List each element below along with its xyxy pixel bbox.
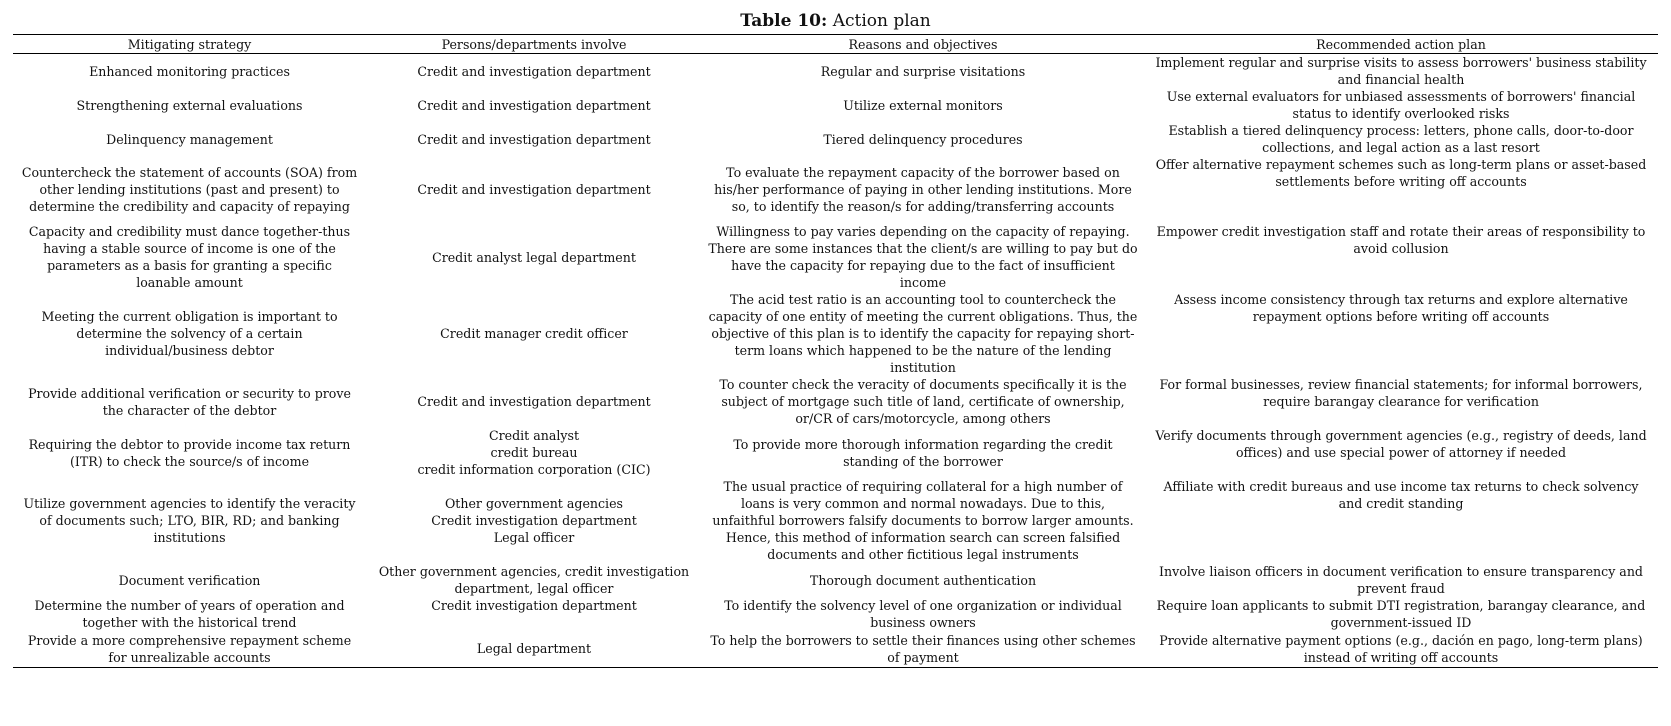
cell-strategy: Provide additional verification or security to prove the character of the debtor [28,385,351,418]
cell-reasons: To identify the solvency level of one organization or individual business owners [724,598,1122,630]
table-row [13,427,1658,478]
cell-action: Establish a tiered delinquency process: letters, phone calls, door-to-door collections, and legal action as a last resort [1168,123,1634,155]
cell-persons: Credit analyst legal department [432,249,636,265]
cell-persons: Legal department [366,631,702,667]
cell-strategy: Provide a more comprehensive repayment scheme for unrealizable accounts [13,631,366,667]
cell-strategy: Enhanced monitoring practices [89,63,290,79]
cell-strategy: Capacity and credibility must dance together-thus having a stable source of income is one of the parameters as a basis for granting a specific loanable amount [28,224,351,290]
cell-action: Use external evaluators for unbiased assessments of borrowers' financial status to identify overlooked risks [1166,89,1636,121]
cell-action: Offer alternative repayment schemes such as long-term plans or asset-based settlements before writing off accounts [1155,157,1647,189]
cell-persons: Credit and investigation department [417,394,651,409]
table-caption-label: Table 10: [740,11,828,31]
cell-persons: Credit and investigation department [417,63,651,79]
cell-action: Provide alternative payment options (e.g., dación en pago, long-term plans) instead of writing off accounts [1144,631,1658,667]
header-recommended-action: Recommended action plan [1144,35,1658,54]
cell-reasons: Willingness to pay varies depending on the capacity of repaying. There are some instances that the client/s are willing to pay but do have the capacity for repaying due to the fact of insufficient income [708,224,1138,290]
table-header [13,35,1658,54]
cell-persons: Credit and investigation department [417,131,651,147]
cell-strategy: Document verification [118,572,261,588]
header-persons-departments: Persons/departments involve [366,35,702,54]
cell-reasons: To help the borrowers to settle their finances using other schemes of payment [702,631,1144,667]
cell-persons: Other government agencies Credit investigation department Legal officer [431,496,637,545]
cell-persons: Credit manager credit officer [440,326,628,341]
cell-persons: Credit and investigation department [417,97,651,113]
cell-reasons: The acid test ratio is an accounting tool to countercheck the capacity of one entity of meeting the current obligations. Thus, the objective of this plan is to identify the capacity for repaying short-term loans which happened to be the nature of the lending institution [708,292,1138,375]
header-row [13,35,1658,54]
cell-persons: Credit investigation department [431,598,637,613]
cell-persons: Other government agencies, credit investigation department, legal officer [378,564,690,596]
cell-strategy: Meeting the current obligation is important to determine the solvency of a certain individual/business debtor [41,309,338,358]
table-row [13,478,1658,563]
cell-reasons: To evaluate the repayment capacity of the borrower based on his/her performance of paying in other lending institutions. More so, to identify the reason/s for adding/transferring accounts [714,165,1132,214]
cell-action: For formal businesses, review financial statements; for informal borrowers, require barangay clearance for verification [1159,377,1643,409]
cell-strategy: Determine the number of years of operation and together with the historical trend [34,598,345,630]
cell-strategy: Delinquency management [106,131,273,147]
cell-reasons: Regular and surprise visitations [820,63,1026,79]
table-body [13,54,1658,668]
table-caption-text: Action plan [832,11,931,31]
header-reasons-objectives: Reasons and objectives [702,35,1144,54]
cell-action: Empower credit investigation staff and rotate their areas of responsibility to avoid collusion [1156,224,1646,256]
cell-reasons: To counter check the veracity of documents specifically it is the subject of mortgage such title of land, certificate of ownership, or/CR of cars/motorcycle, among others [719,377,1127,426]
cell-strategy: Countercheck the statement of accounts (SOA) from other lending institutions (past and present) to determine the credibility and capacity of repaying [21,165,358,214]
table-row [13,223,1658,291]
table-row [13,597,1658,631]
cell-persons: Credit and investigation department [417,182,651,197]
cell-strategy: Strengthening external evaluations [76,97,303,113]
cell-action: Involve liaison officers in document verification to ensure transparency and prevent fraud [1159,564,1643,596]
cell-strategy: Utilize government agencies to identify the veracity of documents such; LTO, BIR, RD; and banking institutions [23,496,356,545]
cell-action: Affiliate with credit bureaus and use income tax returns to check solvency and credit standing [1163,479,1639,511]
table-caption [0,10,1671,32]
cell-persons: Credit analyst credit bureau credit information corporation (CIC) [417,428,651,477]
action-plan-table [13,34,1658,668]
cell-strategy: Requiring the debtor to provide income tax return (ITR) to check the source/s of income [28,436,351,469]
table-row [13,156,1658,223]
cell-reasons: Thorough document authentication [809,572,1037,588]
cell-reasons: To provide more thorough information regarding the credit standing of the borrower [733,436,1113,469]
cell-action: Verify documents through government agencies (e.g., registry of deeds, land offices) and use special power of attorney if needed [1155,428,1647,460]
table-row [13,291,1658,376]
header-mitigating-strategy: Mitigating strategy [13,35,366,54]
cell-action: Assess income consistency through tax returns and explore alternative repayment options before writing off accounts [1174,292,1628,324]
table-row [13,376,1658,427]
cell-reasons: The usual practice of requiring collateral for a high number of loans is very common and normal nowadays. Due to this, unfaithful borrowers falsify documents to borrow larger amounts. Hence, this method of information search can screen falsified documents and other fictitious legal instruments [712,479,1134,562]
cell-reasons: Utilize external monitors [843,97,1003,113]
cell-action: Require loan applicants to submit DTI registration, barangay clearance, and government-issued ID [1156,598,1646,630]
table-row [13,631,1658,667]
table-row [13,122,1658,156]
cell-action: Implement regular and surprise visits to assess borrowers' business stability and financial health [1155,55,1647,87]
table-row [13,563,1658,597]
table-row [13,54,1658,89]
cell-reasons: Tiered delinquency procedures [823,131,1023,147]
table-row [13,88,1658,122]
